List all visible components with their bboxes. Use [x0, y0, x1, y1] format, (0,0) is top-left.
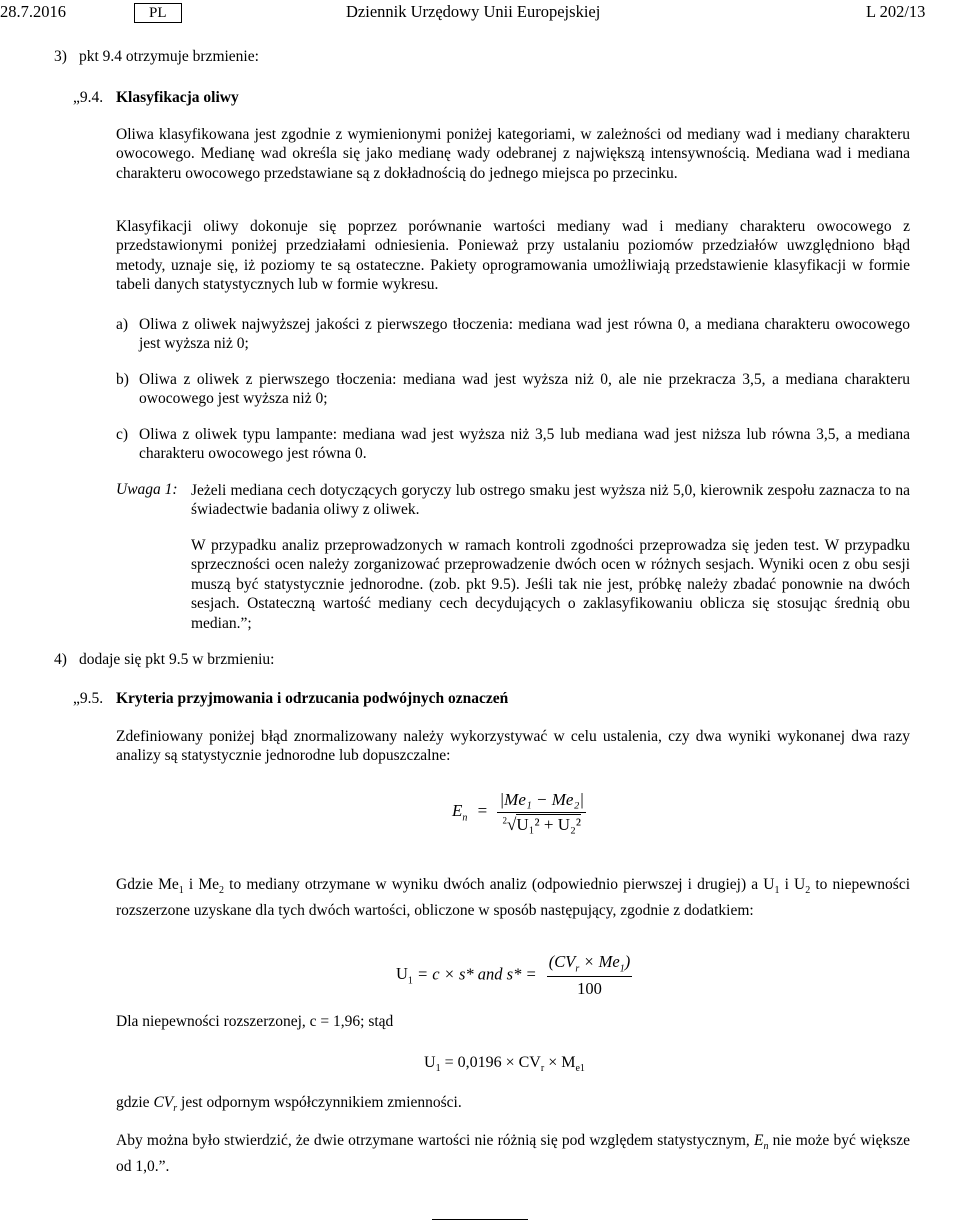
- item-4-label: 4): [54, 651, 67, 668]
- sqrt-icon: √: [506, 815, 517, 834]
- formula-1-lhs: $E_n$: [452, 801, 468, 824]
- formula-2-numerator: $(CV_r \times Me_1)$: [547, 952, 632, 977]
- classification-b-label: b): [116, 371, 129, 388]
- section-95-paragraph-5: Aby można było stwierdzić, że dwie otrzymane wartości nie różnią się pod względem statystycznym, $E_n$ nie może być większe od 1,0.”.: [116, 1132, 910, 1175]
- section-94-number: „9.4.: [73, 89, 104, 106]
- section-94-title: Klasyfikacja oliwy: [116, 89, 239, 106]
- note-paragraph-1: Jeżeli mediana cech dotyczących goryczy lub ostrego smaku jest wyższa niż 5,0, kierownik zespołu zaznacza to na świadectwie badania oliwy z oliwek.: [191, 482, 910, 519]
- formula-normalized-error: [452, 790, 586, 835]
- note-label: Uwaga 1:: [116, 481, 178, 498]
- formula-1-numerator: |Me₁ − Me₂|: [497, 790, 586, 813]
- formula-2-middle: = c × s* and s* =: [412, 964, 537, 984]
- header-journal: Dziennik Urzędowy Unii Europejskiej: [346, 2, 601, 21]
- header-lang-box: [134, 2, 182, 23]
- section-94-paragraph-2: Klasyfikacji oliwy dokonuje się poprzez porównanie wartości mediany wad i mediany charakteru owocowego z przedstawionymi poniżej przedziałami odniesienia. Ponieważ przy ustalaniu poziomów przedziałów uwzględniono błąd metody, uznaje się, iż poziomy te są ostateczne. Pakiety oprogramowania umożliwiają przedstawienie klasyfikacji w formie tabeli danych statystycznych lub w formie wykresu.: [116, 218, 910, 294]
- header-date: 28.7.2016: [0, 2, 66, 21]
- formula-uncertainty: [396, 952, 632, 999]
- section-95-paragraph-4: gdzie $CV_r$ jest odpornym współczynnikiem zmienności.: [116, 1094, 462, 1115]
- classification-c-text: Oliwa z oliwek typu lampante: mediana wad jest wyższa niż 3,5 lub mediana wad jest niższa lub równa 3,5, a mediana charakteru owocowego jest równa 0.: [139, 426, 910, 463]
- classification-c: [116, 425, 910, 464]
- section-95-title: Kryteria przyjmowania i odrzucania podwójnych oznaczeń: [116, 690, 509, 707]
- formula-1-denominator: [497, 813, 586, 835]
- formula-1-equals: =: [477, 801, 488, 821]
- formula-uncertainty-numeric: $U_1 = 0,0196 \times CV_r \times M_{e1}$: [424, 1054, 585, 1075]
- header-ref: L 202/13: [866, 2, 926, 21]
- footer-rule: [432, 1219, 528, 1220]
- classification-c-label: c): [116, 426, 129, 443]
- formula-1-root-index: 2: [502, 815, 507, 826]
- classification-a: [116, 315, 910, 354]
- classification-a-label: a): [116, 316, 129, 333]
- formula-2-lhs: $U_1$: [396, 964, 413, 987]
- classification-a-text: Oliwa z oliwek najwyższej jakości z pierwszego tłoczenia: mediana wad jest równa 0, a mediana charakteru owocowego jest wyższa niż 0;: [139, 316, 910, 353]
- item-3-text: pkt 9.4 otrzymuje brzmienie:: [79, 48, 259, 65]
- formula-1-fraction: [497, 790, 586, 835]
- section-95-paragraph-1: Zdefiniowany poniżej błąd znormalizowany należy wykorzystywać w celu ustalenia, czy dwa wyniki wykonanej dwa razy analizy są statystycznie jednorodne lub dopuszczalne:: [116, 728, 910, 765]
- classification-b: [116, 370, 910, 409]
- note-paragraph-2: W przypadku analiz przeprowadzonych w ramach kontroli zgodności przeprowadza się jeden test. W przypadku sprzeczności ocen należy zorganizować przeprowadzenie dwóch ocen w różnych sesjach. Wyniki ocen z obu sesji muszą być statystycznie jednorodne. (zob. pkt 9.5). Jeśli tak nie jest, próbkę należy zbadać ponownie na dwóch sesjach. Ostateczną wartość mediany cech decydujących o zaklasyfikowaniu oblicza się stosując średnią obu median.”;: [191, 537, 910, 632]
- classification-b-text: Oliwa z oliwek z pierwszego tłoczenia: mediana wad jest wyższa niż 0, ale nie przekracza 3,5, a mediana charakteru owocowego jest wyższa niż 0;: [139, 371, 910, 408]
- item-3-label: 3): [54, 48, 67, 65]
- section-95-number: „9.5.: [73, 690, 104, 707]
- header-lang: PL: [134, 3, 182, 23]
- formula-2-fraction: [547, 952, 632, 999]
- section-95-paragraph-3: Dla niepewności rozszerzonej, c = 1,96; stąd: [116, 1013, 394, 1030]
- formula-1-radicand: U₁² + U₂²: [516, 815, 582, 834]
- formula-2-denominator: 100: [577, 979, 602, 999]
- section-95-paragraph-2: Gdzie $Me_1$ i $Me_2$ to mediany otrzymane w wyniku dwóch analiz (odpowiednio pierwszej i drugiej) a $U_1$ i $U_2$ to niepewności rozszerzone uzyskane dla tych dwóch wartości, obliczone w sposób następujący, zgodnie z dodatkiem:: [116, 876, 911, 919]
- item-4-text: dodaje się pkt 9.5 w brzmieniu:: [79, 651, 275, 668]
- section-94-paragraph-1: Oliwa klasyfikowana jest zgodnie z wymienionymi poniżej kategoriami, w zależności od mediany wad i mediany charakteru owocowego. Medianę wad określa się jako medianę wady odebranej z największą intensywnością. Mediana wad i mediana charakteru owocowego przedstawiane są z dokładnością do jednego miejsca po przecinku.: [116, 126, 910, 182]
